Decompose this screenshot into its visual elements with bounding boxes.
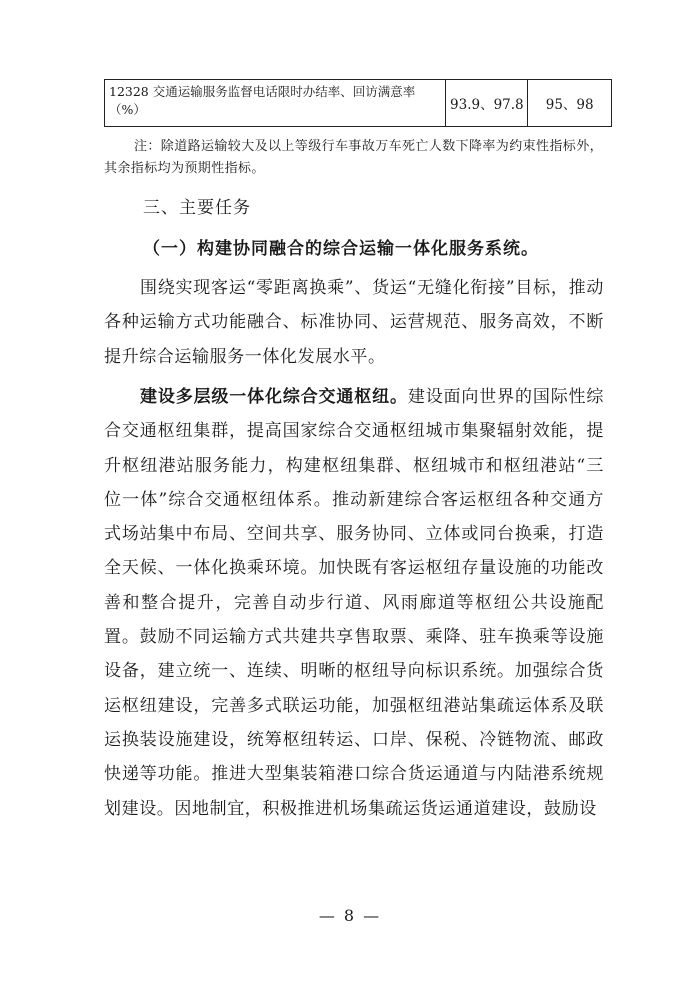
section-heading: 三、主要任务 <box>143 198 251 218</box>
paragraph-2-body: 建设面向世界的国际性综合交通枢纽集群，提高国家综合交通枢纽城市集聚辐射效能，提升枢纽港站服务能力，构建枢纽集群、枢纽城市和枢纽港站“三位一体”综合交通枢纽体系。推动新建综合客运枢纽各种交通方式场站集中布局、空间共享、服务协同、立体或同台换乘，打造全天候、一体化换乘环境。加快既有客运枢纽存量设施的功能改善和整合提升，完善自动步行道、风雨廊道等枢纽公共设施配置。鼓励不同运输方式共建共享售取票、乘降、驻车换乘等设施设备，建立统一、连续、明晰的枢纽导向标识系统。加强综合货运枢纽建设，完善多式联运功能，加强枢纽港站集疏运体系及联运换装设施建设，统筹枢纽转运、口岸、保税、冷链物流、邮政快递等功能。推进大型集装箱港口综合货运通道与内陆港系统规划建设。因地制宜，积极推进机场集疏运货运通道建设，鼓励设 <box>104 387 604 819</box>
paragraph-1: 围绕实现客运“零距离换乘”、货运“无缝化衔接”目标，推动各种运输方式功能融合、标准协同、运营规范、服务高效，不断提升综合运输服务一体化发展水平。 <box>104 278 604 367</box>
indicator-cell: 12328 交通运输服务监督电话限时办结率、回访满意率（%） <box>105 80 446 127</box>
paragraph-2-lead: 建设多层级一体化综合交通枢纽。 <box>140 387 408 407</box>
table-note: 注：除道路运输较大及以上等级行车事故万车死亡人数下降率为约束性指标外，其余指标均为预期性指标。 <box>104 139 604 176</box>
subsection-heading: （一）构建协同融合的综合运输一体化服务系统。 <box>143 239 539 259</box>
page-number: — 8 — <box>318 906 382 925</box>
target-2025-cell: 95、98 <box>528 80 612 127</box>
value-2020-cell: 93.9、97.8 <box>446 80 528 127</box>
paragraph-2 <box>104 380 604 826</box>
indicator-table <box>104 79 612 127</box>
table-row <box>105 80 612 127</box>
